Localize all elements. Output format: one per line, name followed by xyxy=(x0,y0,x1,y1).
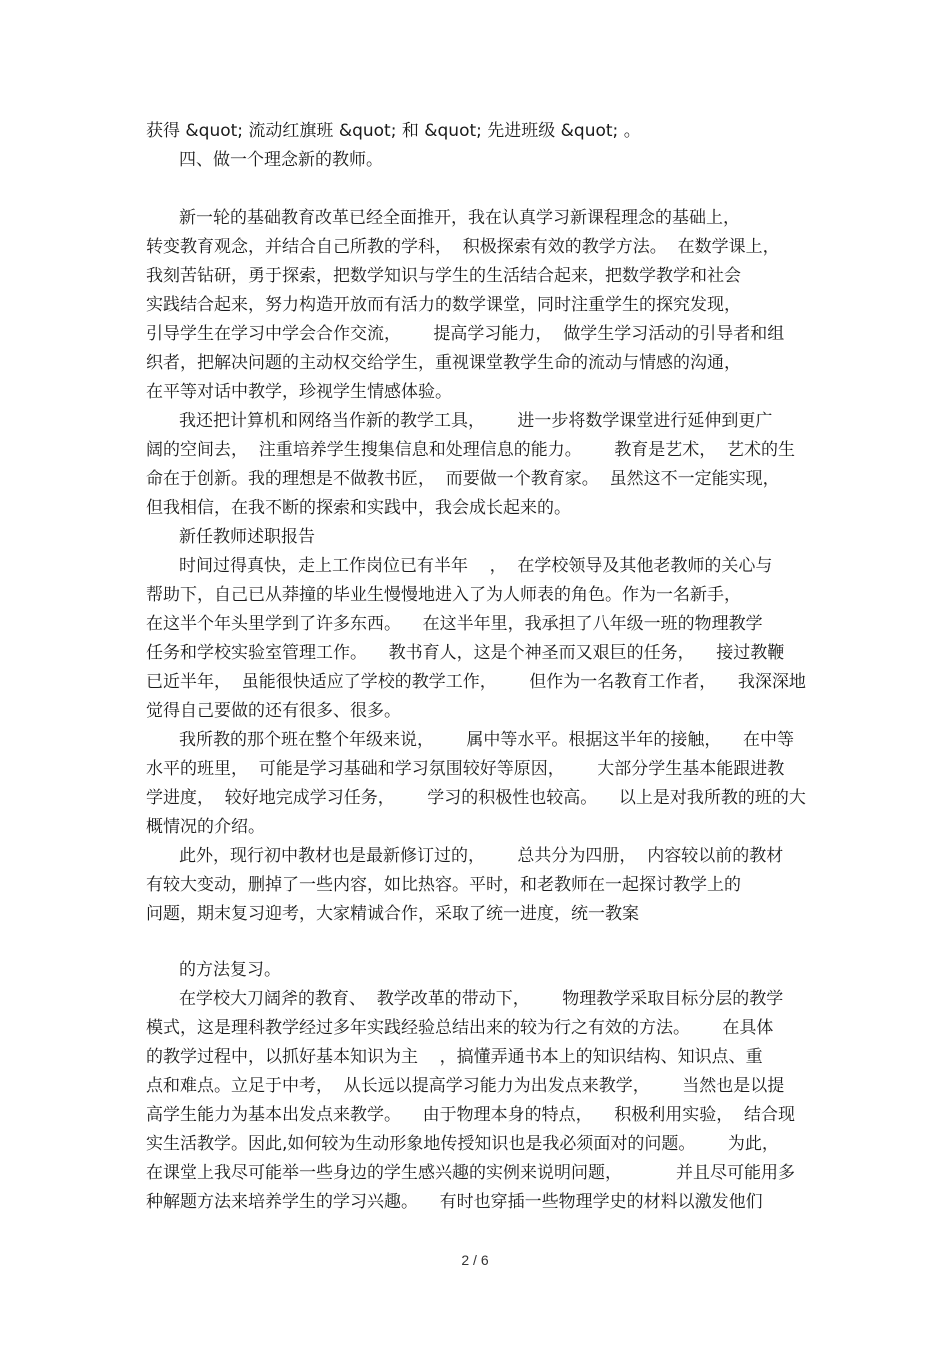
text-line: 织者，把解决问题的主动权交给学生，重视课堂教学生命的流动与情感的沟通， xyxy=(146,353,741,373)
text-line: 的教学过程中，以抓好基本知识为主 ，搞懂弄通书本上的知识结构、知识点、重 xyxy=(146,1047,763,1067)
text-line: 问题，期末复习迎考，大家精诚合作，采取了统一进度，统一教案 xyxy=(146,904,639,924)
text-line: 觉得自己要做的还有很多、很多。 xyxy=(146,701,401,721)
report-title: 新任教师述职报告 xyxy=(179,527,315,547)
text-line: 在课堂上我尽可能举一些身边的学生感兴趣的实例来说明问题， 并且尽可能用多 xyxy=(146,1163,796,1183)
text-line: 引导学生在学习中学会合作交流， 提高学习能力， 做学生学习活动的引导者和组 xyxy=(146,324,785,344)
text-line: 高学生能力为基本出发点来教学。 由于物理本身的特点， 积极利用实验， 结合现 xyxy=(146,1105,796,1125)
text-line: 此外，现行初中教材也是最新修订过的， 总共分为四册， 内容较以前的教材 xyxy=(179,846,784,866)
text-line: 帮助下，自己已从莽撞的毕业生慢慢地进入了为人师表的角色。作为一名新手， xyxy=(146,585,741,605)
text-line: 我刻苦钻研，勇于探索，把数学知识与学生的生活结合起来，把数学教学和社会 xyxy=(146,266,741,286)
text-line: 在平等对话中教学，珍视学生情感体验。 xyxy=(146,382,452,402)
text-line: 我所教的那个班在整个年级来说， 属中等水平。根据这半年的接触， 在中等 xyxy=(179,730,795,750)
text-line: 我还把计算机和网络当作新的教学工具， 进一步将数学课堂进行延伸到更广 xyxy=(179,411,773,431)
text-line: 任务和学校实验室管理工作。 教书育人，这是个神圣而又艰巨的任务， 接过教鞭 xyxy=(146,643,785,663)
text-line: 有较大变动，删掉了一些内容，如比热容。平时，和老教师在一起探讨教学上的 xyxy=(146,875,741,895)
text-line: 概情况的介绍。 xyxy=(146,817,265,837)
text-line: 在学校大刀阔斧的教育、 教学改革的带动下， 物理教学采取目标分层的教学 xyxy=(179,989,784,1009)
text-line: 但我相信，在我不断的探索和实践中，我会成长起来的。 xyxy=(146,498,571,518)
section-heading: 四、做一个理念新的教师。 xyxy=(179,150,383,170)
text-line: 新一轮的基础教育改革已经全面推开，我在认真学习新课程理念的基础上， xyxy=(179,208,740,228)
text-line: 阔的空间去， 注重培养学生搜集信息和处理信息的能力。 教育是艺术， 艺术的生 xyxy=(146,440,796,460)
text-line: 的方法复习。 xyxy=(179,960,281,980)
text-line: 水平的班里， 可能是学习基础和学习氛围较好等原因， 大部分学生基本能跟进教 xyxy=(146,759,785,779)
text-line: 命在于创新。我的理想是不做教书匠， 而要做一个教育家。 虽然这不一定能实现， xyxy=(146,469,780,489)
text-line: 学进度， 较好地完成学习任务， 学习的积极性也较高。 以上是对我所教的班的大 xyxy=(146,788,806,808)
text-line: 转变教育观念，并结合自己所教的学科， 积极探索有效的教学方法。 在数学课上， xyxy=(146,237,780,257)
text-line: 时间过得真快，走上工作岗位已有半年 ， 在学校领导及其他老教师的关心与 xyxy=(179,556,773,576)
text-line: 已近半年， 虽能很快适应了学校的教学工作， 但作为一名教育工作者， 我深深地 xyxy=(146,672,806,692)
text-line: 模式，这是理科教学经过多年实践经验总结出来的较为行之有效的方法。 在具体 xyxy=(146,1018,774,1038)
text-line: 种解题方法来培养学生的学习兴趣。 有时也穿插一些物理学史的材料以激发他们 xyxy=(146,1192,763,1212)
text-line: 获得 &quot; 流动红旗班 &quot; 和 &quot; 先进班级 &quot; 。 xyxy=(146,121,641,141)
page-number: 2 / 6 xyxy=(461,1252,489,1268)
text-line: 点和难点。立足于中考， 从长远以提高学习能力为出发点来教学， 当然也是以提 xyxy=(146,1076,785,1096)
text-line: 实生活教学。因此,如何较为生动形象地传授知识也是我必须面对的问题。 为此， xyxy=(146,1134,779,1154)
text-line: 在这半个年头里学到了许多东西。 在这半年里，我承担了八年级一班的物理教学 xyxy=(146,614,763,634)
text-line: 实践结合起来，努力构造开放而有活力的数学课堂，同时注重学生的探究发现， xyxy=(146,295,741,315)
